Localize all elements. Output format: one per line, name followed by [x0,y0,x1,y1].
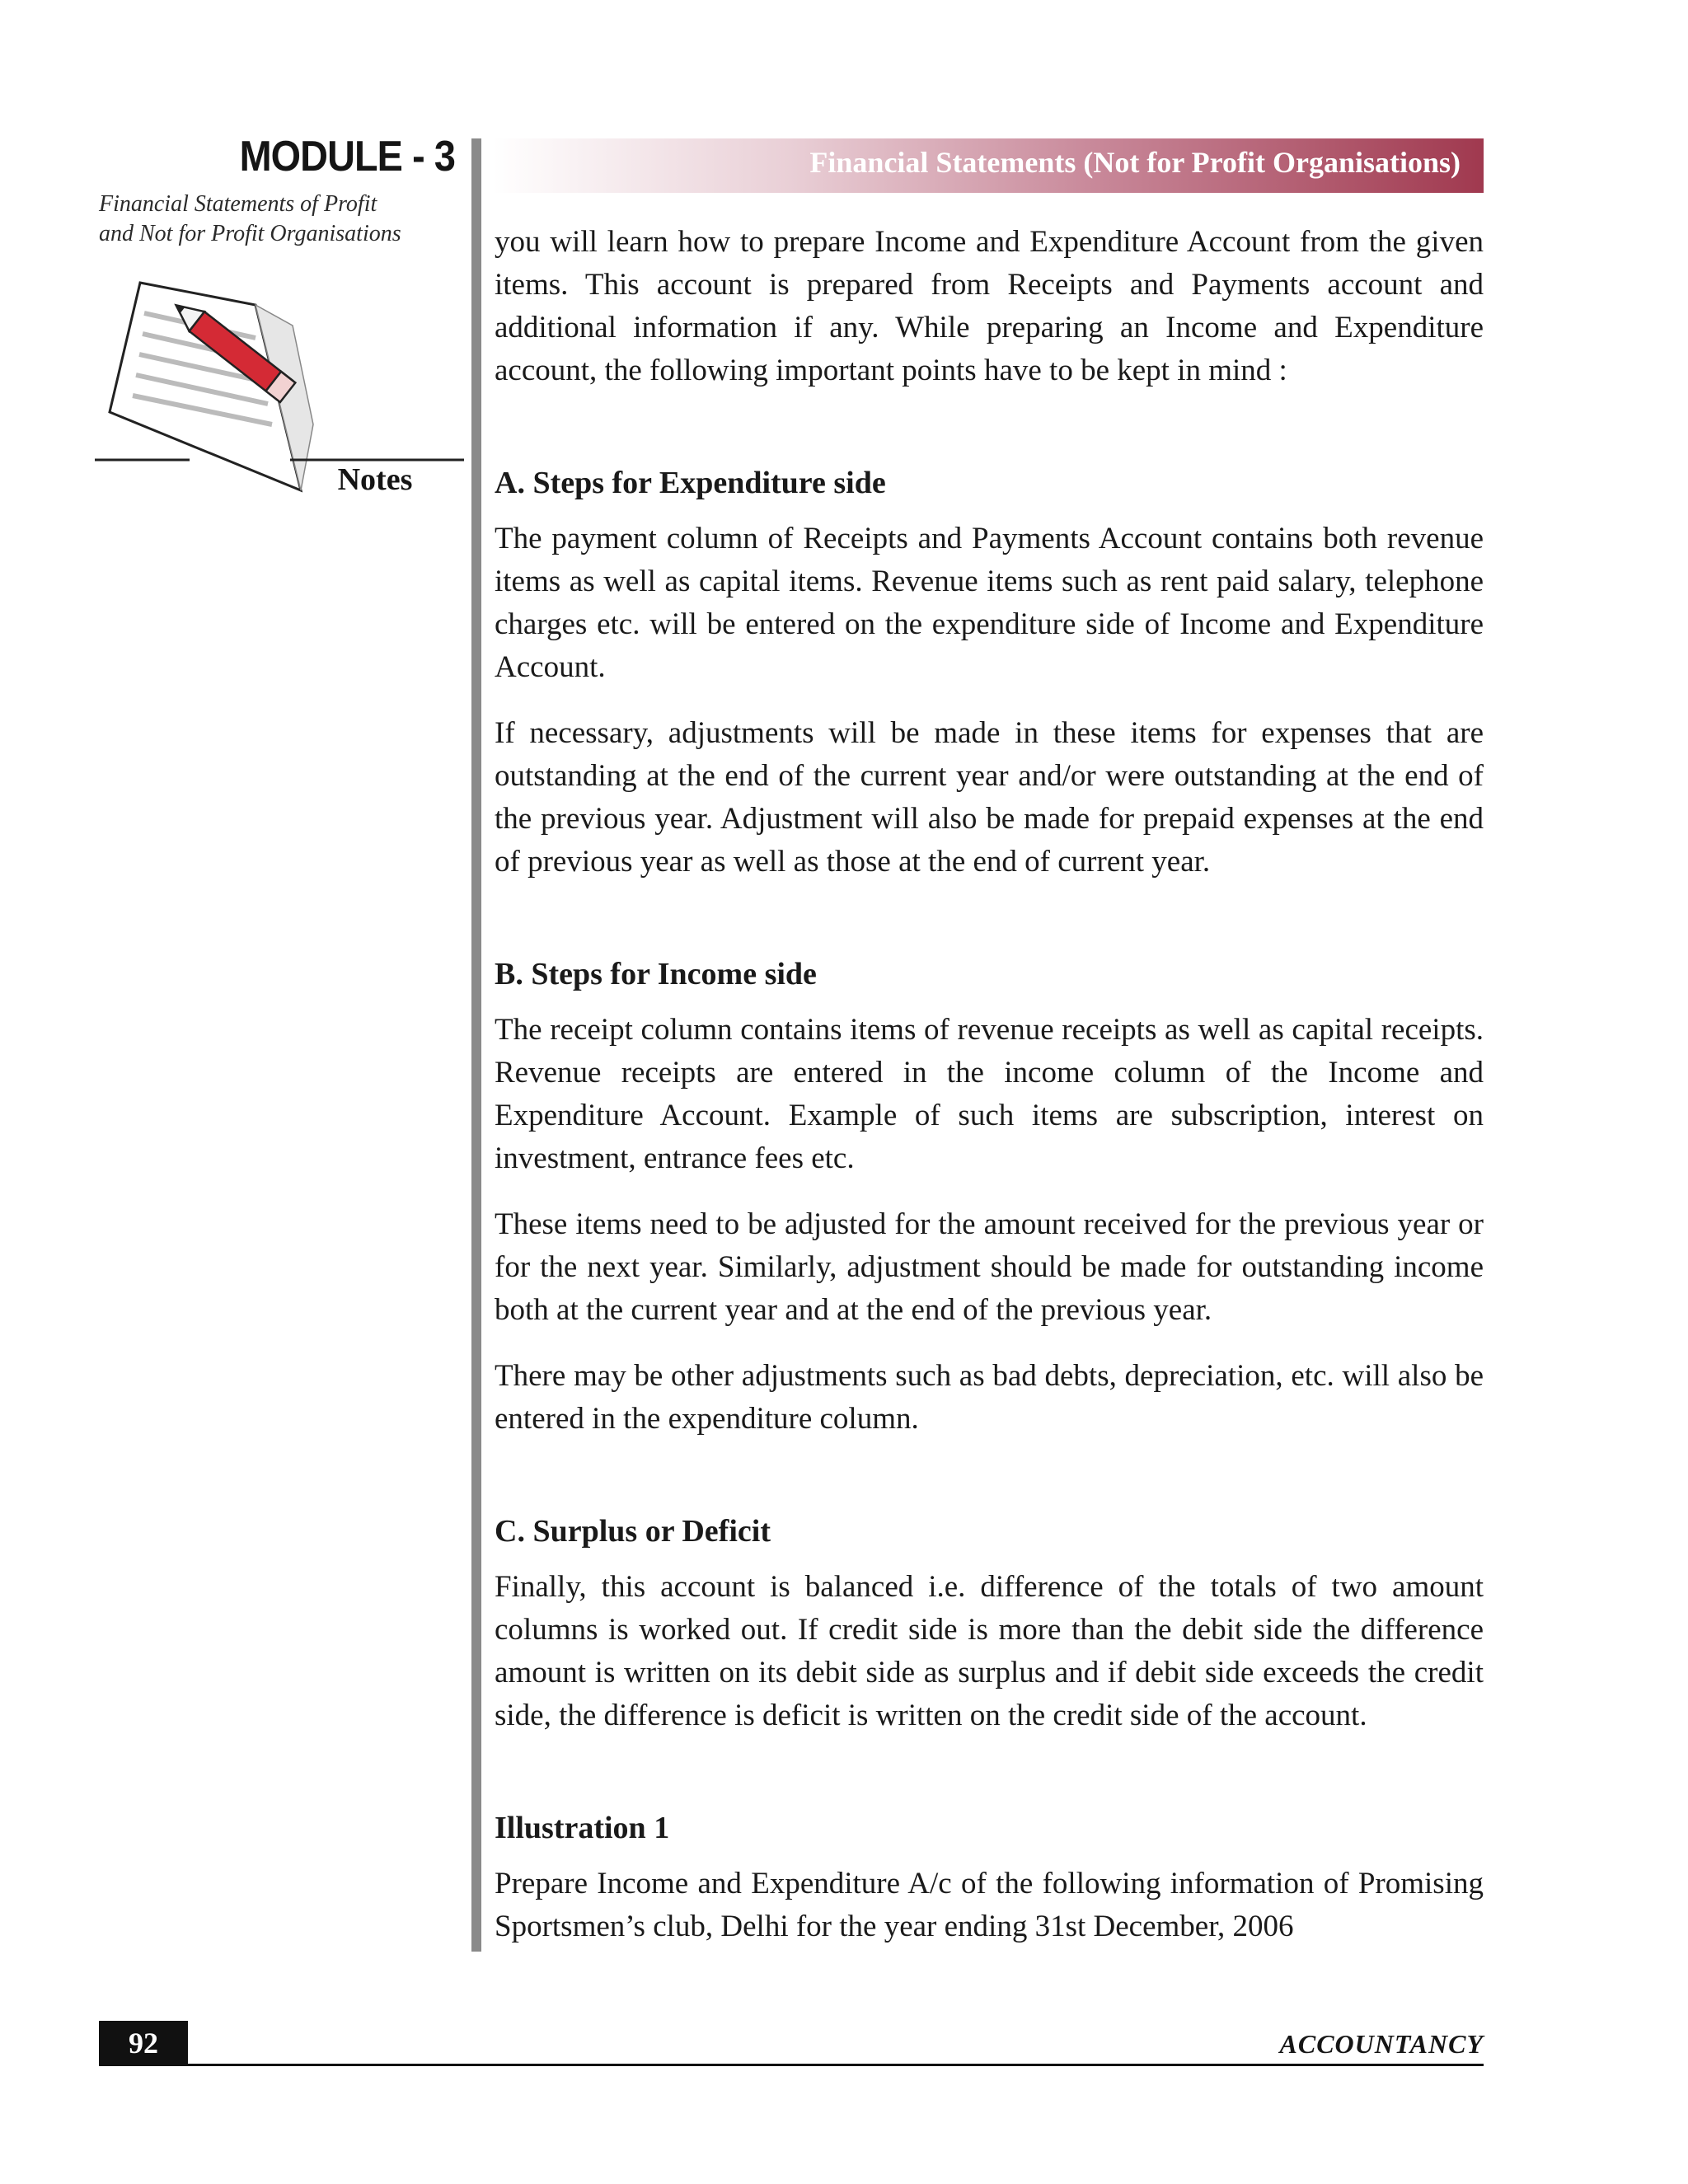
module-subtitle-line1: Financial Statements of Profit [99,191,377,217]
section-b-heading: B. Steps for Income side [495,957,817,991]
module-subtitle-line2: and Not for Profit Organisations [99,221,401,246]
section-b-paragraph-3: There may be other adjustments such as bad debts, depreciation, etc. will also be entered in the expenditure column. [495,1359,1484,1436]
notes-label: Notes [337,462,413,497]
section-b-paragraph-2: These items need to be adjusted for the amount received for the previous year or for the next year. Similarly, adjustment should be made for outstanding income both at the current year and at the end of the previous year. [495,1207,1484,1327]
page-number: 92 [99,2021,188,2065]
illustration-paragraph: Prepare Income and Expenditure A/c of the following information of Promising Sportsmen’s club, Delhi for the year ending 31st December, 2006 [495,1867,1484,1943]
section-c-paragraph-1: Finally, this account is balanced i.e. difference of the totals of two amount columns is worked out. If credit side is more than the debit side the difference amount is written on its debit side as surplus and if debit side exceeds the credit side, the difference is deficit is written on the credit side of the account. [495,1570,1484,1732]
illustration-heading: Illustration 1 [495,1811,670,1845]
section-c-heading: C. Surplus or Deficit [495,1514,771,1549]
module-title: MODULE - 3 [239,133,455,180]
main-content [495,221,1484,1971]
module-subtitle [99,190,468,249]
chapter-title: Financial Statements (Not for Profit Organisations) [809,146,1461,179]
section-a-heading: A. Steps for Expenditure side [495,466,886,500]
footer-rule [99,2064,1484,2066]
section-b-paragraph-1: The receipt column contains items of revenue receipts as well as capital receipts. Revenue receipts are entered in the income column of the Income and Expenditure Account. Example of such items are subscription, interest on investment, entrance fees etc. [495,1013,1484,1175]
sidebar-divider [471,138,481,1952]
footer-subject: ACCOUNTANCY [1279,2029,1484,2059]
chapter-header-banner [493,138,1484,193]
section-a-paragraph-2: If necessary, adjustments will be made in these items for expenses that are outstanding at the end of the current year and/or were outstanding at the end of the previous year. Adjustment will also be made for prepaid expenses at the end of previous year as well as those at the end of current year. [495,716,1484,879]
intro-paragraph: you will learn how to prepare Income and Expenditure Account from the given items. This account is prepared from Receipts and Payments account and additional information if any. While preparing an Income and Expenditure account, the following important points have to be kept in mind : [495,225,1484,387]
section-a-paragraph-1: The payment column of Receipts and Payments Account contains both revenue items as well as capital items. Revenue items such as rent paid salary, telephone charges etc. will be entered on the expenditure side of Income and Expenditure Account. [495,522,1484,684]
